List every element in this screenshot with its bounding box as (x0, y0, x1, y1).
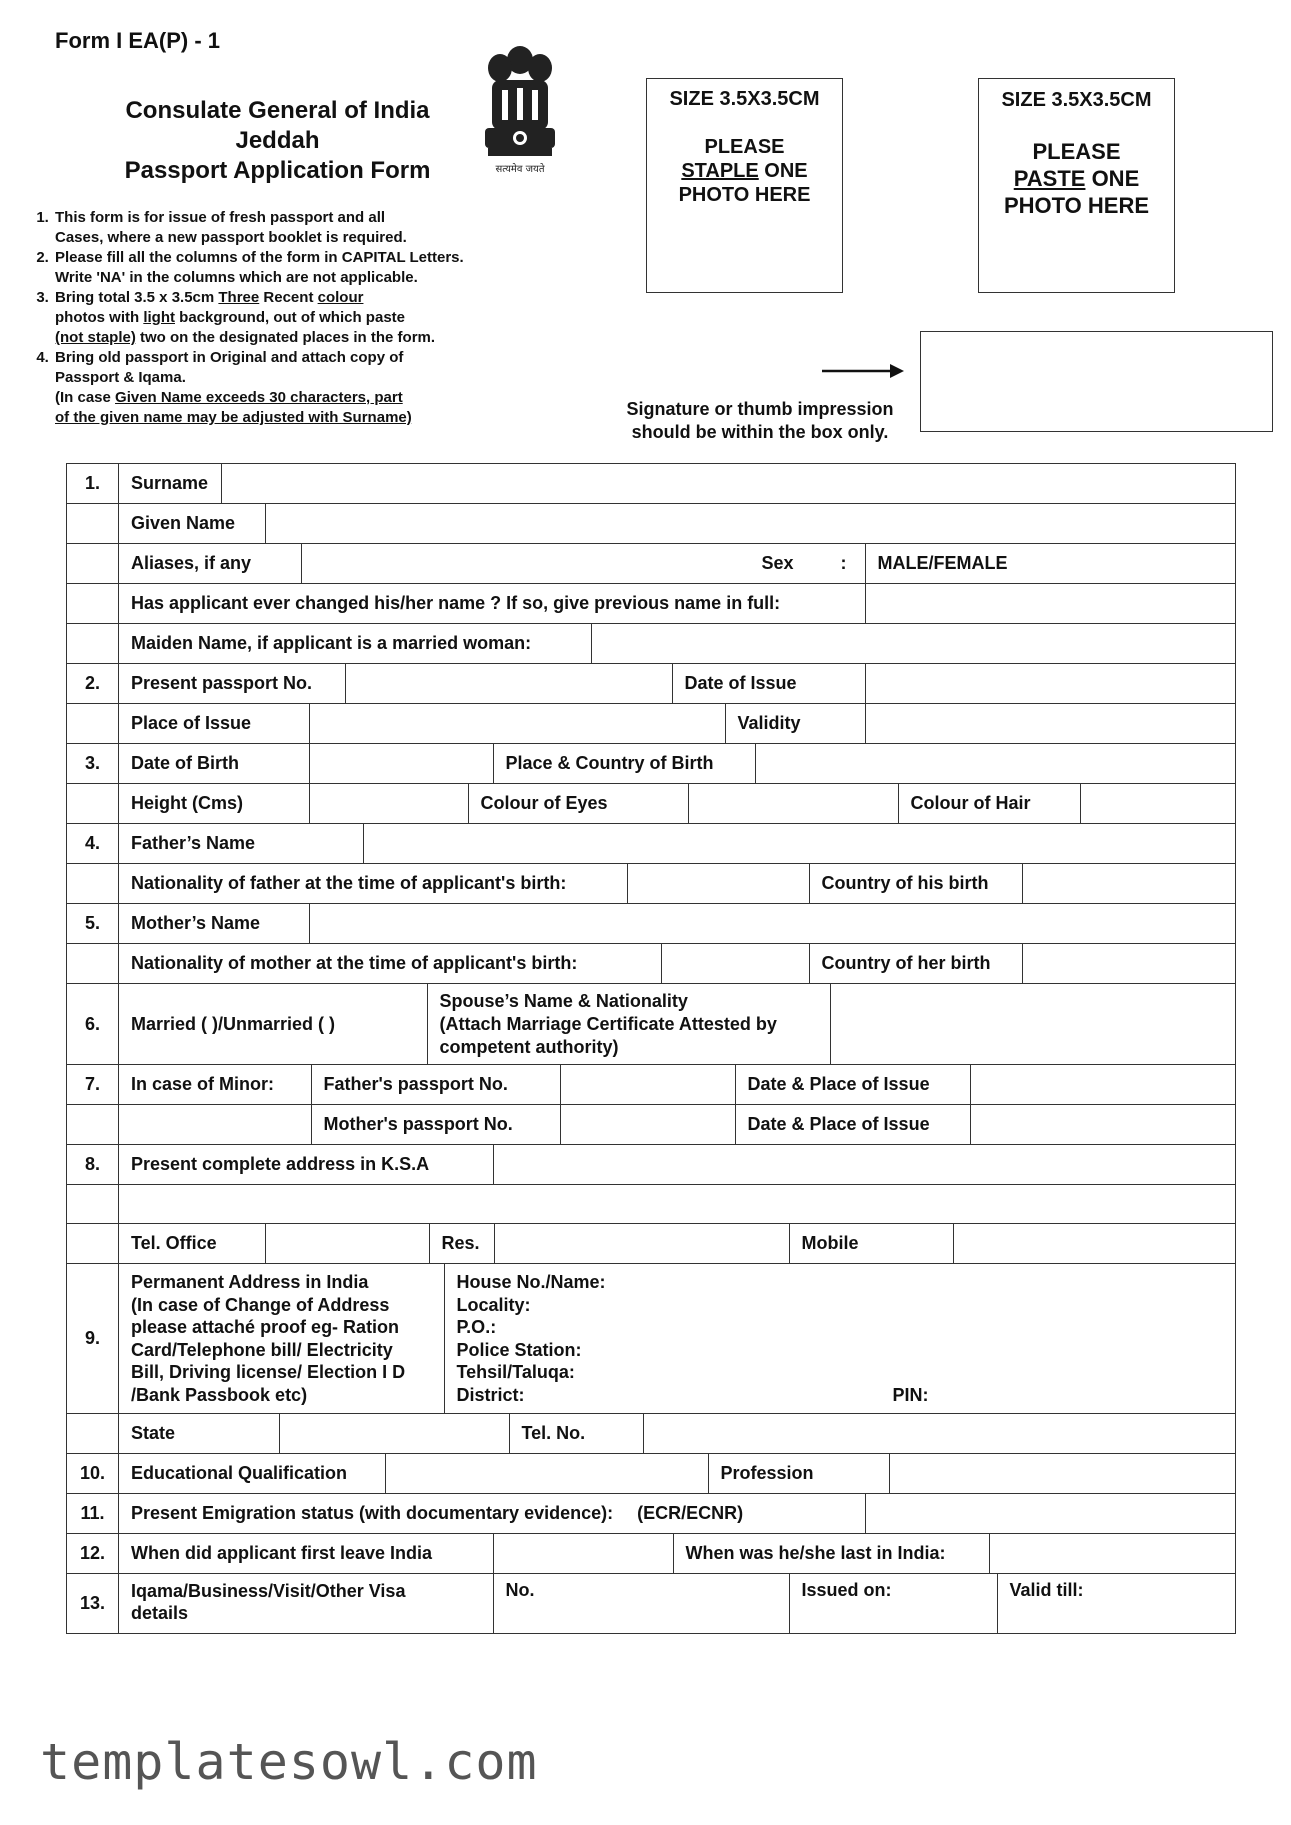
item-number: 11. (67, 1494, 119, 1534)
row-minor-father (67, 1065, 1236, 1105)
hair-field[interactable] (1080, 784, 1235, 823)
validity-label: Validity (725, 704, 865, 743)
emigration-field[interactable] (865, 1494, 1235, 1533)
mother-country-field[interactable] (1022, 944, 1235, 983)
photo-staple-verb: STAPLE (681, 160, 759, 182)
po-label: P.O.: (456, 1317, 497, 1337)
police-station-label: Police Station: (456, 1339, 582, 1360)
row-father-nationality (67, 864, 1236, 904)
father-passport-field[interactable] (560, 1065, 735, 1104)
father-name-field[interactable] (363, 824, 1235, 863)
header-line-2: Jeddah (235, 127, 320, 154)
place-country-birth-field[interactable] (755, 744, 1235, 783)
row-height (67, 784, 1236, 824)
photo-please-label: PLEASE (704, 136, 785, 158)
mother-name-label: Mother’s Name (131, 913, 261, 933)
signature-box[interactable] (920, 331, 1273, 432)
header-line-3: Passport Application Form (124, 157, 431, 184)
issued-on-label: Issued on: (801, 1580, 892, 1600)
house-label: House No./Name: (456, 1272, 606, 1292)
maiden-name-field[interactable] (591, 624, 1235, 663)
father-nationality-label: Nationality of father at the time of applicant's birth: (131, 873, 567, 893)
permanent-address-label: Permanent Address in India (In case of Change of Address please attaché proof eg- Ration Card/Telephone bill/ Electricity Bill, Driving license/ Election I D /Bank Passbook etc) (131, 1272, 406, 1405)
permanent-address-field[interactable] (444, 1264, 1235, 1413)
first-leave-label: When did applicant first leave India (131, 1543, 433, 1563)
item-number: 5. (67, 904, 119, 944)
first-leave-field[interactable] (493, 1534, 673, 1573)
row-address-ksa (67, 1145, 1236, 1185)
signature-note: Signature or thumb impression should be within the box only. (626, 399, 894, 442)
row-mother-nationality (67, 944, 1236, 984)
education-field[interactable] (385, 1454, 708, 1493)
spouse-field[interactable] (830, 984, 1235, 1064)
mother-date-place-label: Date & Place of Issue (735, 1105, 970, 1144)
photo-one-label: ONE (1085, 166, 1140, 191)
row-maiden-name (67, 624, 1236, 664)
sex-colon: : (840, 553, 847, 573)
row-address-ksa-cont (67, 1185, 1236, 1224)
row-first-leave (67, 1534, 1236, 1574)
item-number: 3. (67, 744, 119, 784)
ecr-label: (ECR/ECNR) (637, 1503, 744, 1523)
mother-nationality-label: Nationality of mother at the time of applicant's birth: (131, 953, 578, 973)
surname-field[interactable] (221, 464, 1235, 503)
row-date-of-birth (67, 744, 1236, 784)
state-label: State (131, 1423, 176, 1443)
item-number: 2. (67, 664, 119, 704)
item-number: 8. (67, 1145, 119, 1185)
mobile-field[interactable] (953, 1224, 1235, 1263)
mother-country-label: Country of her birth (809, 944, 1022, 983)
mother-passport-label: Mother's passport No. (311, 1105, 560, 1144)
eyes-label: Colour of Eyes (468, 784, 688, 823)
row-education (67, 1454, 1236, 1494)
row-permanent-address (67, 1264, 1236, 1414)
surname-label: Surname (131, 473, 209, 493)
sex-label: Sex (761, 553, 794, 573)
valid-till-label: Valid till: (1009, 1580, 1084, 1600)
aliases-field[interactable] (301, 544, 865, 583)
photo-paste-verb: PASTE (1013, 166, 1086, 191)
item-number: 4. (67, 824, 119, 864)
profession-label: Profession (708, 1454, 889, 1493)
form-id: Form I EA(P) - 1 (55, 28, 221, 53)
given-name-label: Given Name (131, 513, 236, 533)
form-header (105, 96, 450, 186)
visa-label: Iqama/Business/Visit/Other Visa details (131, 1581, 406, 1623)
address-ksa-field[interactable] (493, 1145, 1235, 1184)
dob-label: Date of Birth (131, 753, 239, 773)
place-of-issue-label: Place of Issue (131, 713, 252, 733)
district-label: District: (456, 1384, 525, 1405)
height-label: Height (Cms) (131, 793, 243, 813)
date-of-issue-field[interactable] (865, 664, 1235, 703)
item-number: 6. (67, 984, 119, 1065)
marital-status-label: Married ( )/Unmarried ( ) (131, 1013, 336, 1034)
date-of-issue-label: Date of Issue (672, 664, 865, 703)
last-in-india-label: When was he/she last in India: (673, 1534, 989, 1573)
photo-here-label: PHOTO HERE (1003, 193, 1150, 218)
item-number: 9. (67, 1264, 119, 1414)
profession-field[interactable] (889, 1454, 1235, 1493)
row-mother-name (67, 904, 1236, 944)
passport-no-label: Present passport No. (131, 673, 313, 693)
row-place-of-issue (67, 704, 1236, 744)
header-line-1: Consulate General of India (125, 97, 430, 124)
row-passport-no (67, 664, 1236, 704)
row-aliases (67, 544, 1236, 584)
watermark: templatesowl.com (40, 1733, 538, 1791)
mother-nationality-field[interactable] (661, 944, 809, 983)
valid-till-field[interactable] (997, 1574, 1235, 1633)
row-marital-status (67, 984, 1236, 1065)
spouse-label: Spouse’s Name & Nationality (Attach Marriage Certificate Attested by competent authority) (427, 984, 830, 1064)
eyes-field[interactable] (688, 784, 898, 823)
row-visa (67, 1574, 1236, 1634)
photo-box-paste (978, 78, 1175, 293)
minor-blank (119, 1105, 311, 1144)
validity-field[interactable] (865, 704, 1235, 743)
photo-size-label: SIZE 3.5X3.5CM (1001, 89, 1152, 111)
address-ksa-field-2[interactable] (119, 1185, 1236, 1224)
tel-no-field[interactable] (643, 1414, 1235, 1453)
instruction-4: 4. Bring old passport in Original and attach copy of Passport & Iqama. (In case Given Name exceeds 30 characters, part of the given name may be adjusted with Surname) (53, 348, 553, 428)
instruction-2: 2. Please fill all the columns of the form in CAPITAL Letters. Write 'NA' in the columns which are not applicable. (53, 248, 553, 288)
education-label: Educational Qualification (131, 1463, 348, 1483)
place-of-issue-field[interactable] (309, 704, 725, 743)
row-emigration (67, 1494, 1236, 1534)
father-country-field[interactable] (1022, 864, 1235, 903)
maiden-name-label: Maiden Name, if applicant is a married woman: (131, 633, 532, 653)
tehsil-label: Tehsil/Taluqa: (456, 1362, 575, 1382)
svg-text:सत्यमेव जयते: सत्यमेव जयते (495, 164, 545, 175)
father-passport-label: Father's passport No. (311, 1065, 560, 1104)
issued-on-field[interactable] (789, 1574, 997, 1633)
locality-label: Locality: (456, 1294, 531, 1315)
last-in-india-field[interactable] (989, 1534, 1235, 1573)
row-telephone (67, 1224, 1236, 1264)
aliases-label: Aliases, if any (131, 553, 252, 573)
minor-label: In case of Minor: (131, 1074, 275, 1094)
item-number: 10. (67, 1454, 119, 1494)
sex-field[interactable]: MALE/FEMALE (865, 544, 1235, 583)
row-changed-name (67, 584, 1236, 624)
visa-no-label: No. (505, 1580, 535, 1600)
item-number: 13. (67, 1574, 119, 1634)
tel-office-field[interactable] (265, 1224, 429, 1263)
row-state (67, 1414, 1236, 1454)
visa-no-field[interactable] (493, 1574, 789, 1633)
father-date-place-label: Date & Place of Issue (735, 1065, 970, 1104)
photo-box-staple (646, 78, 843, 293)
item-number: 12. (67, 1534, 119, 1574)
tel-office-label: Tel. Office (131, 1233, 217, 1253)
father-date-place-field[interactable] (970, 1065, 1235, 1104)
instruction-1: 1. This form is for issue of fresh passport and all Cases, where a new passport booklet is required. (53, 208, 553, 248)
changed-name-field[interactable] (865, 584, 1235, 623)
mother-name-field[interactable] (309, 904, 1235, 943)
mother-date-place-field[interactable] (970, 1105, 1235, 1144)
dob-field[interactable] (309, 744, 493, 783)
father-name-label: Father’s Name (131, 833, 256, 853)
mother-passport-field[interactable] (560, 1105, 735, 1144)
father-nationality-field[interactable] (627, 864, 809, 903)
instructions (33, 208, 553, 428)
item-number: 7. (67, 1065, 119, 1105)
given-name-field[interactable] (265, 504, 1235, 543)
res-label: Res. (429, 1224, 494, 1263)
changed-name-label: Has applicant ever changed his/her name ? If so, give previous name in full: (131, 593, 781, 613)
item-number: 1. (67, 464, 119, 504)
father-country-label: Country of his birth (809, 864, 1022, 903)
passport-no-field[interactable] (345, 664, 672, 703)
tel-no-label: Tel. No. (509, 1414, 643, 1453)
res-field[interactable] (494, 1224, 789, 1263)
mobile-label: Mobile (789, 1224, 953, 1263)
height-field[interactable] (309, 784, 468, 823)
place-country-birth-label: Place & Country of Birth (493, 744, 755, 783)
row-surname (67, 464, 1236, 504)
row-minor-mother (67, 1105, 1236, 1145)
right-arrow-icon (822, 362, 904, 380)
application-table (66, 463, 1236, 1634)
photo-please-label: PLEASE (1032, 139, 1121, 164)
state-field[interactable] (279, 1414, 509, 1453)
photo-one-label: ONE (758, 160, 808, 182)
emigration-label: Present Emigration status (with documentary evidence): (ECR/ECNR) (131, 1503, 744, 1523)
national-emblem-icon (470, 40, 570, 180)
pin-label: PIN: (892, 1384, 929, 1405)
photo-here-label: PHOTO HERE (678, 184, 811, 206)
address-ksa-label: Present complete address in K.S.A (131, 1154, 430, 1174)
photo-size-label: SIZE 3.5X3.5CM (669, 88, 820, 110)
hair-label: Colour of Hair (898, 784, 1080, 823)
row-given-name (67, 504, 1236, 544)
instruction-3: 3. Bring total 3.5 x 3.5cm Three Recent colour photos with light background, out of which paste (not staple) two on the designated places in the form. (53, 288, 553, 348)
row-father-name (67, 824, 1236, 864)
